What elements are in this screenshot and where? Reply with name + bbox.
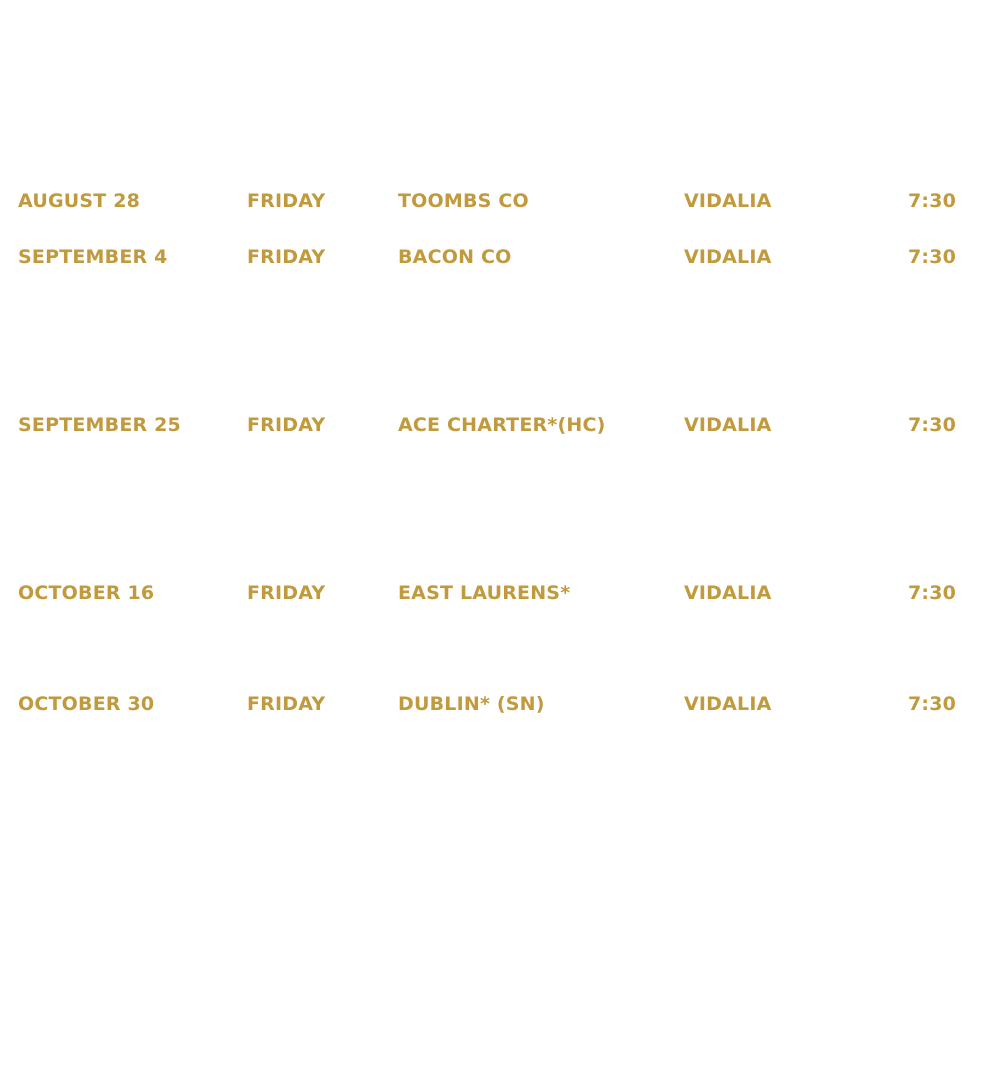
game-time: 7:30	[908, 246, 957, 268]
game-day: FRIDAY	[247, 190, 326, 212]
game-day: FRIDAY	[247, 693, 326, 715]
game-time: 7:30	[908, 190, 957, 212]
game-opponent: ACE CHARTER*(HC)	[398, 414, 606, 436]
game-date: OCTOBER 16	[18, 582, 155, 604]
game-location: VIDALIA	[684, 190, 772, 212]
game-day: FRIDAY	[247, 582, 326, 604]
game-date: SEPTEMBER 4	[18, 246, 168, 268]
game-opponent: EAST LAURENS*	[398, 582, 571, 604]
game-location: VIDALIA	[684, 414, 772, 436]
game-time: 7:30	[908, 693, 957, 715]
game-location: VIDALIA	[684, 246, 772, 268]
game-date: OCTOBER 30	[18, 693, 155, 715]
game-time: 7:30	[908, 414, 957, 436]
game-time: 7:30	[908, 582, 957, 604]
game-opponent: DUBLIN* (SN)	[398, 693, 545, 715]
game-opponent: BACON CO	[398, 246, 512, 268]
game-date: AUGUST 28	[18, 190, 141, 212]
game-location: VIDALIA	[684, 693, 772, 715]
game-location: VIDALIA	[684, 582, 772, 604]
schedule-row	[0, 410, 1008, 440]
schedule-row	[0, 689, 1008, 719]
game-day: FRIDAY	[247, 246, 326, 268]
game-opponent: TOOMBS CO	[398, 190, 529, 212]
schedule-row	[0, 242, 1008, 272]
schedule-row	[0, 578, 1008, 608]
schedule-row	[0, 186, 1008, 216]
game-day: FRIDAY	[247, 414, 326, 436]
game-date: SEPTEMBER 25	[18, 414, 181, 436]
